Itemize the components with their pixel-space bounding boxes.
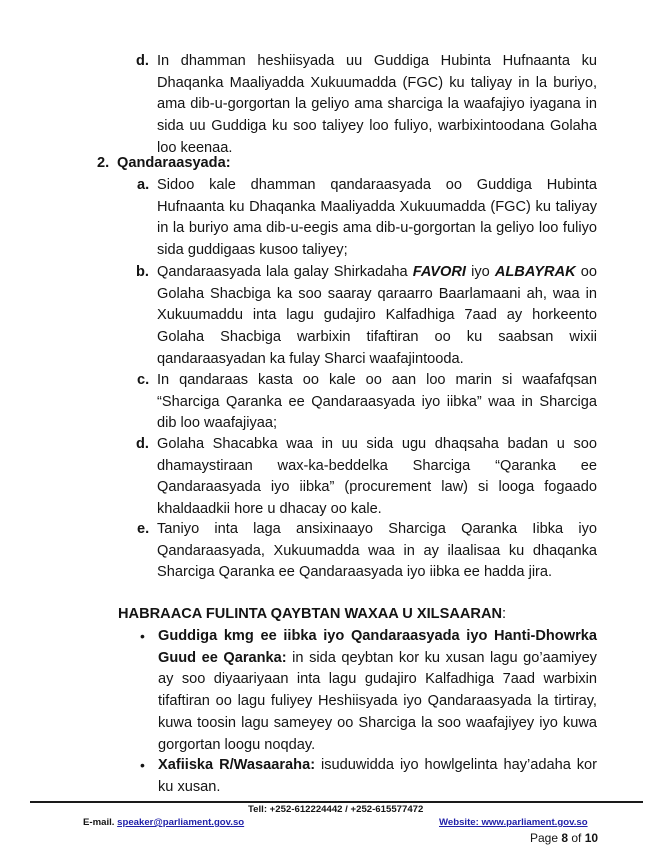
list-item-d2-text: Golaha Shacabka waa in uu sida ugu dhaqsaha badan u soo dhamaystiraan wax-ka-beddelka Sharciga “Qaranka ee Qandaraasyada iyo iibka” (procurement law) si looga fogaado khaldaadkii hore u dhacay oo kale.: [157, 436, 597, 518]
list-item-e-text: Taniyo inta laga ansixinaayo Sharciga Qaranka Iibka iyo Qandaraasyada, Xukuumadda waa in ay ilaalisaa ku dhaqanka Sharciga Qaranka ee Qandaraasyada iyo iibka ee hadda jira.: [157, 521, 597, 581]
list-item-b-text-1: Qandaraasyada lala galay Shirkadaha: [157, 264, 413, 280]
list-item-b-text-3: oo Golaha Shacbiga ka soo saaray qaraarro Baarlamaani ah, waa in Xukuumaddu inta lagu gudajiro Kalfadhiga 7aad ay horkeento Golaha Shacbiga warbixin tifaftiran oo ku saabsan wixii qandaraasyadan ka fulay Sharci waafajintooda.: [157, 264, 597, 367]
section-title: Qandaraasyada:: [117, 155, 231, 171]
bullet-icon: •: [140, 757, 145, 773]
section-number: 2.: [97, 155, 110, 171]
list-marker-b: b.: [136, 264, 149, 280]
page-total: 10: [584, 831, 599, 845]
bullet-item-1-text: in sida qeybtan kor ku xusan lagu go’aamiyey ay soo diyaariyaan inta lagu gudajiro Kalfadhiga 7aad warbixin tifaftiran oo lagu fuliyey Heshiisyada iyo Qandaraasyada la tirtiray, kuwa toosin lagu sameyey oo Sharciga la soo waafajiyey iyo kuwa gorgortan loogu noqday.: [158, 649, 597, 753]
company-albayrak: ALBAYRAK: [494, 264, 576, 280]
bullet-icon: •: [140, 628, 145, 644]
page-current: 8: [561, 831, 569, 845]
list-marker-c: c.: [137, 372, 150, 388]
list-item-b-text-2: iyo: [465, 264, 495, 280]
footer-email-label: E-mail.: [83, 817, 115, 828]
bullet-item-2: [158, 755, 597, 798]
list-marker-d2: d.: [136, 436, 149, 452]
company-favori: FAVORI: [412, 264, 466, 280]
bullet-item-2-title: Xafiiska R/Wasaaraha:: [158, 757, 316, 773]
implementation-heading-colon: :: [502, 606, 507, 622]
footer-phone: [248, 804, 423, 816]
footer-phone-value: +252-612224442 / +252-615577472: [267, 804, 424, 815]
list-marker-e: e.: [137, 521, 150, 537]
list-marker-a: a.: [137, 177, 150, 193]
footer-phone-label: Tell:: [248, 804, 268, 815]
footer-email: [83, 817, 244, 829]
bullet-item-2-text: isuduwidda iyo howlgelinta hay’adaha kor ku xusan.: [158, 757, 598, 795]
implementation-heading: [118, 604, 506, 626]
email-link[interactable]: speaker@parliament.gov.so: [117, 817, 245, 828]
list-item-a-text: Sidoo kale dhamman qandaraasyada oo Guddiga Hubinta Hufnaanta ku Dhaqanka Maaliyadda Xukuumadda (FGC) ku taliyay in la buriyo ama dib-u-eegis ama dib-u-gorgortan la geliyo loo fuliyo sida guddigaas kusoo taliyey;: [157, 177, 597, 259]
list-item-d-text: In dhamman heshiisyada uu Guddiga Hubinta Hufnaanta ku Dhaqanka Maaliyadda Xukuumadda (FGC) ku taliyay in la buriyo, ama dib-u-gorgortan la geliyo ama sharciga la waafajiyo iyagana in sida uu Guddiga ku soo taliyey loo fuliyo, warbixintoodana Golaha loo keenaa.: [157, 53, 597, 156]
website-link[interactable]: Website: www.parliament.gov.so: [439, 817, 588, 828]
page-of: of: [568, 831, 585, 845]
page-label: Page: [530, 831, 562, 845]
list-marker-d: d.: [136, 53, 149, 69]
list-item-c-text: In qandaraas kasta oo kale oo aan loo marin si waafafqsan “Sharciga Qaranka ee Qandaraasyada iyo iibka” waa in Sharciga dib loo waafajiyaa;: [157, 372, 597, 432]
footer-rule: [30, 801, 643, 803]
page-number: [530, 831, 598, 845]
implementation-heading-text: HABRAACA FULINTA QAYBTAN WAXAA U XILSAARAN: [118, 606, 503, 622]
list-item-b-text: [157, 262, 597, 371]
bullet-item-1-title: Guddiga kmg ee iibka iyo Qandaraasyada iyo Hanti-Dhowrka Guud ee Qaranka:: [158, 628, 597, 666]
bullet-item-1: [158, 626, 597, 756]
